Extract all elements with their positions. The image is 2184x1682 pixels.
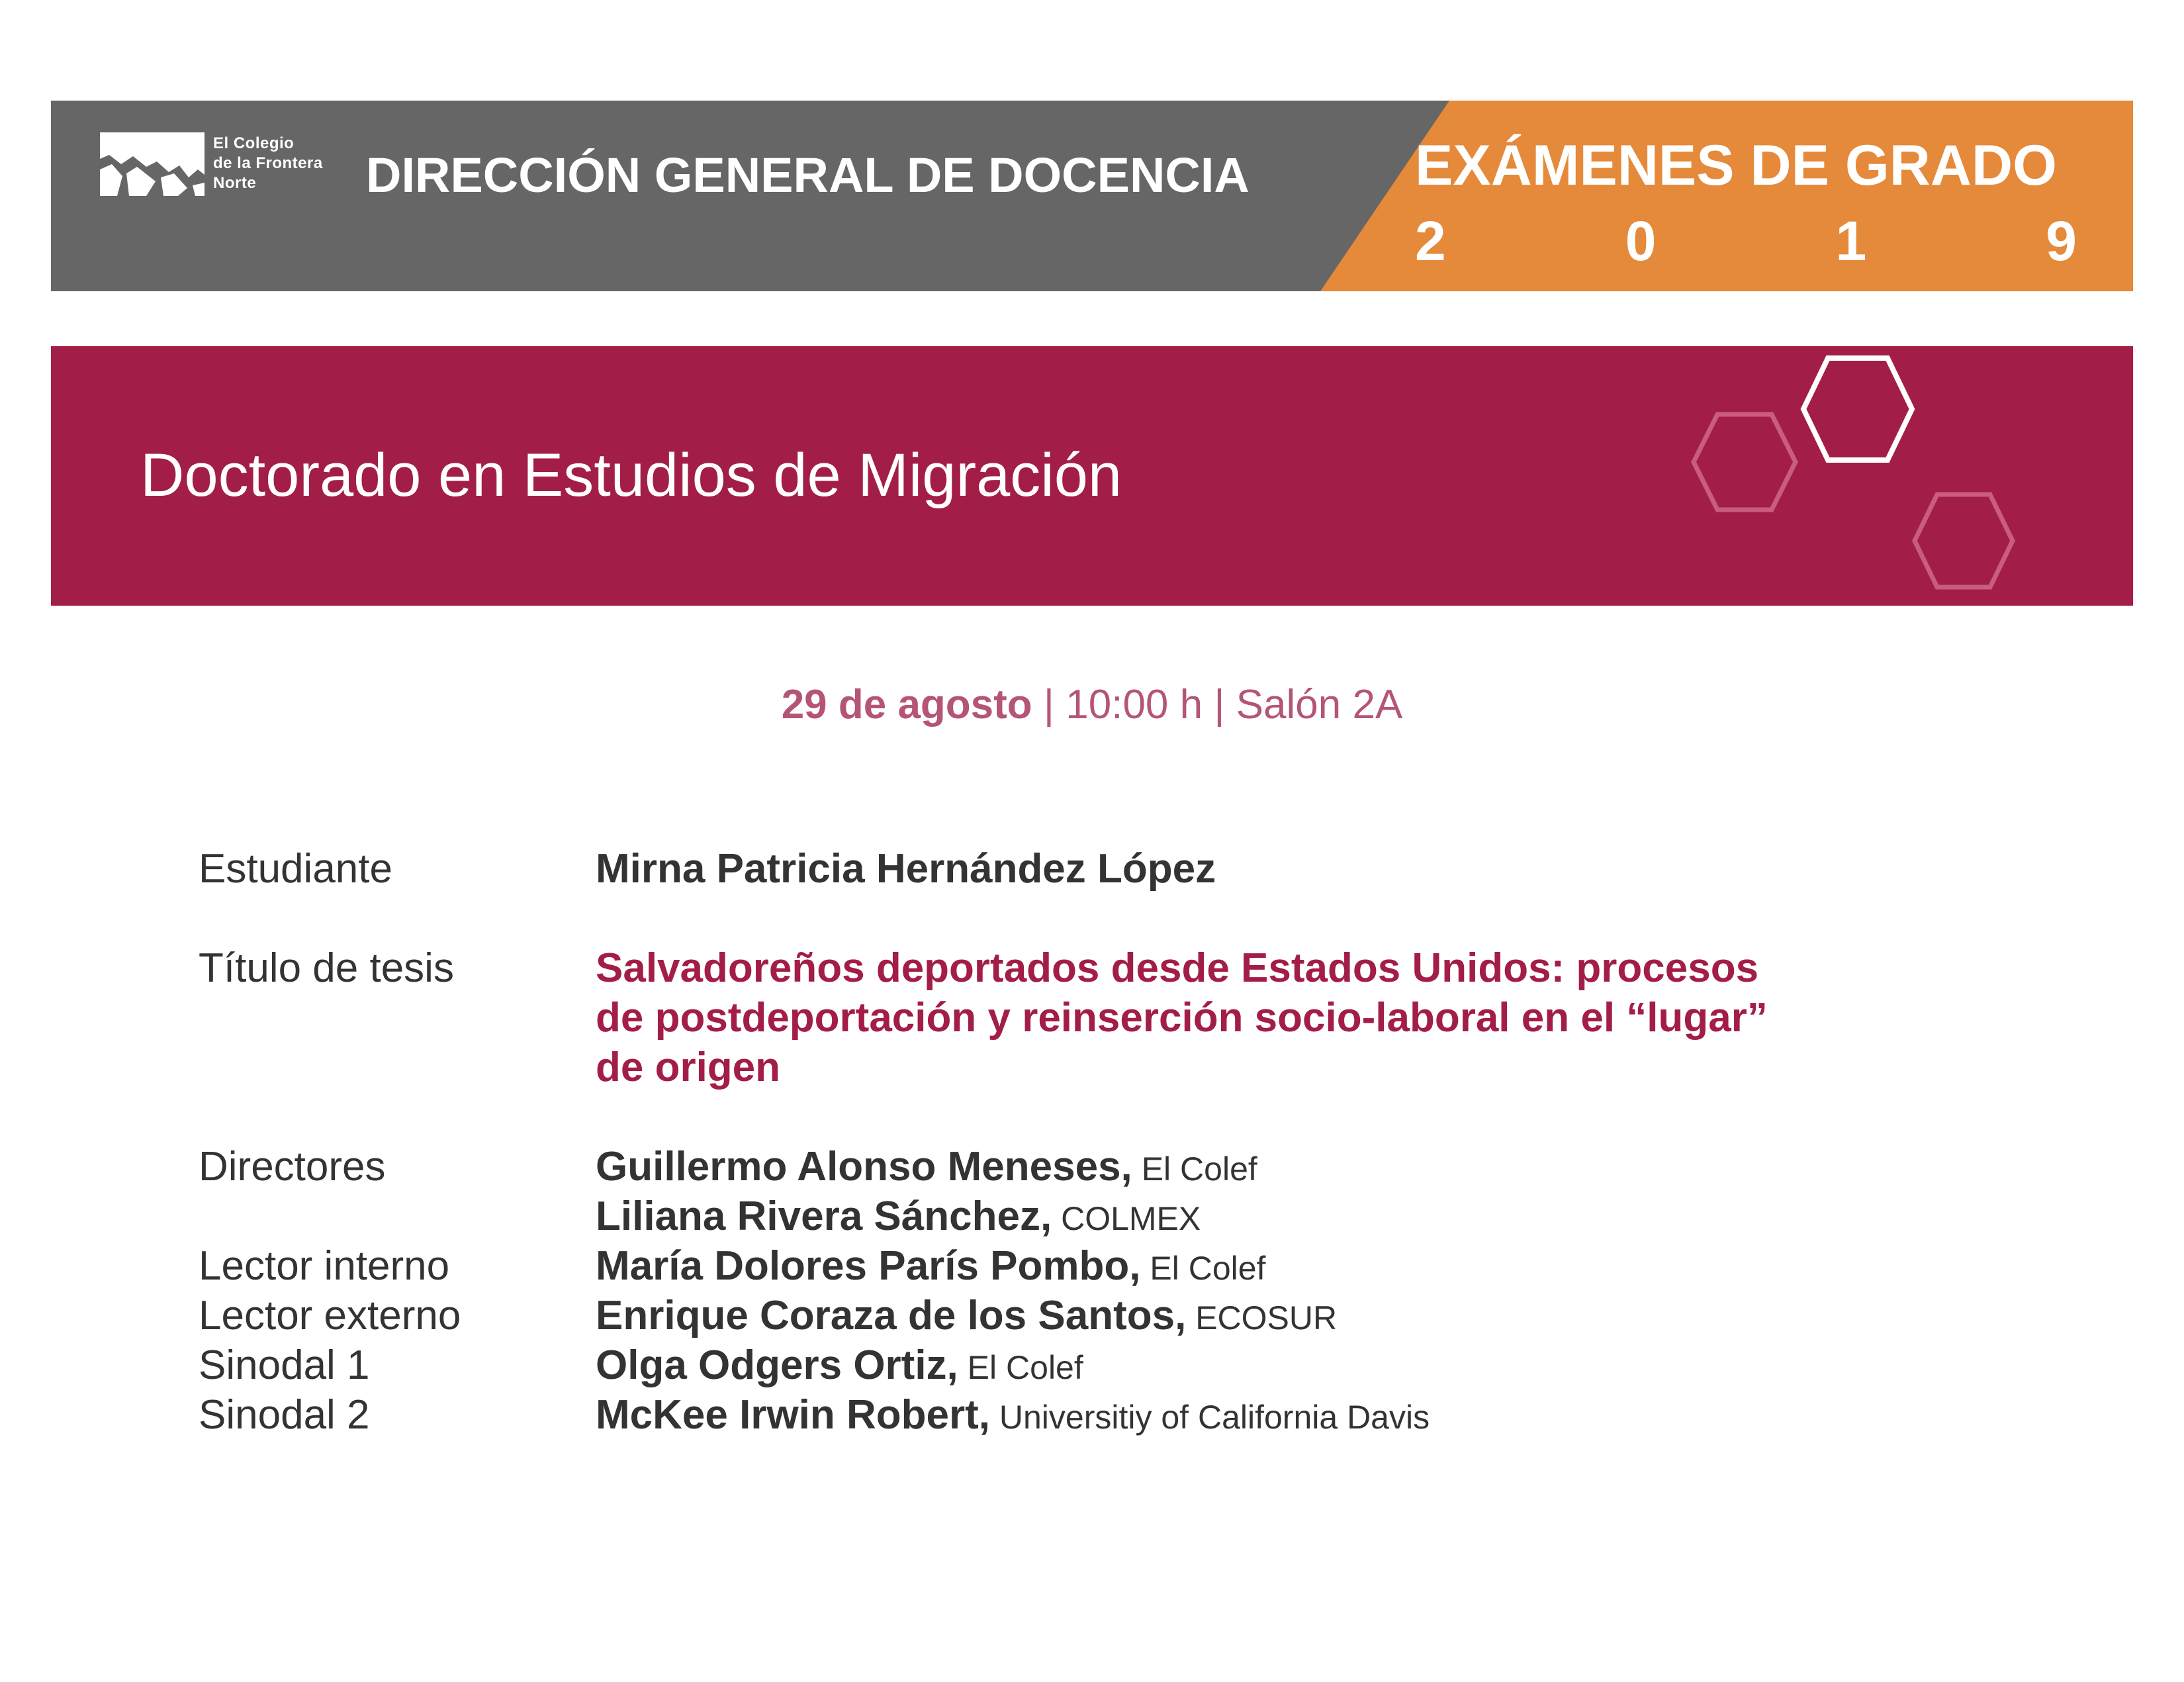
member-affiliation: Universitiy of California Davis [990,1399,1430,1436]
hexagon-icon [1798,353,1917,465]
logo-text [213,134,323,193]
committee-role: Directores [199,1144,386,1190]
year-digits [1415,208,2077,274]
committee-member [596,1142,1257,1194]
event-room: Salón 2A [1236,682,1403,727]
event-separator: | [1032,682,1066,727]
committee-member [596,1241,1265,1293]
program-title: Doctorado en Estudios de Migración [140,442,1122,509]
thesis-line: de origen [596,1045,781,1090]
member-name: Olga Odgers Ortiz, [596,1342,958,1388]
member-name: Liliana Rivera Sánchez, [596,1193,1052,1239]
logo-line: de la Frontera [213,154,323,172]
event-time: 10:00 h [1066,682,1203,727]
event-info [0,675,2184,735]
thesis-line: de postdeportación y reinserción socio-laboral en el “lugar” [596,995,1768,1041]
logo-line: El Colegio [213,134,295,152]
exam-title: EXÁMENES DE GRADO [1415,134,2058,197]
student-name [596,844,1216,894]
student-label: Estudiante [199,846,392,892]
logo-line: Norte [213,174,257,192]
program-banner [51,346,2133,606]
year-digit: 9 [2046,210,2077,272]
committee-role: Sinodal 2 [199,1392,370,1438]
committee-member [596,1340,1083,1393]
member-affiliation: El Colef [958,1349,1083,1386]
department-title: DIRECCIÓN GENERAL DE DOCENCIA [366,148,1250,203]
committee-role: Lector externo [199,1293,461,1338]
member-affiliation: El Colef [1132,1150,1257,1188]
event-date: 29 de agosto [781,682,1032,727]
committee-member [596,1191,1201,1244]
member-name: María Dolores París Pombo, [596,1243,1141,1289]
student-name-text: Mirna Patricia Hernández López [596,846,1216,892]
year-digit: 2 [1415,210,1446,272]
hexagon-icon [1909,489,2018,592]
committee-role: Lector interno [199,1243,450,1289]
thesis-title [596,943,1768,1092]
member-affiliation: COLMEX [1052,1200,1201,1237]
committee-member [596,1291,1337,1343]
year-digit: 0 [1625,210,1657,272]
member-name: Guillermo Alonso Meneses, [596,1144,1132,1190]
header-banner [51,101,2133,291]
member-name: Enrique Coraza de los Santos, [596,1293,1187,1338]
thesis-label: Título de tesis [199,945,454,991]
committee-member [596,1390,1430,1442]
member-affiliation: ECOSUR [1186,1299,1338,1336]
committee-role: Sinodal 1 [199,1342,370,1388]
year-digit: 1 [1835,210,1867,272]
event-separator: | [1203,682,1236,727]
hexagon-icon [1688,409,1801,515]
member-name: McKee Irwin Robert, [596,1392,990,1438]
thesis-line: Salvadoreños deportados desde Estados Unidos: procesos [596,945,1759,991]
member-affiliation: El Colef [1140,1250,1266,1287]
